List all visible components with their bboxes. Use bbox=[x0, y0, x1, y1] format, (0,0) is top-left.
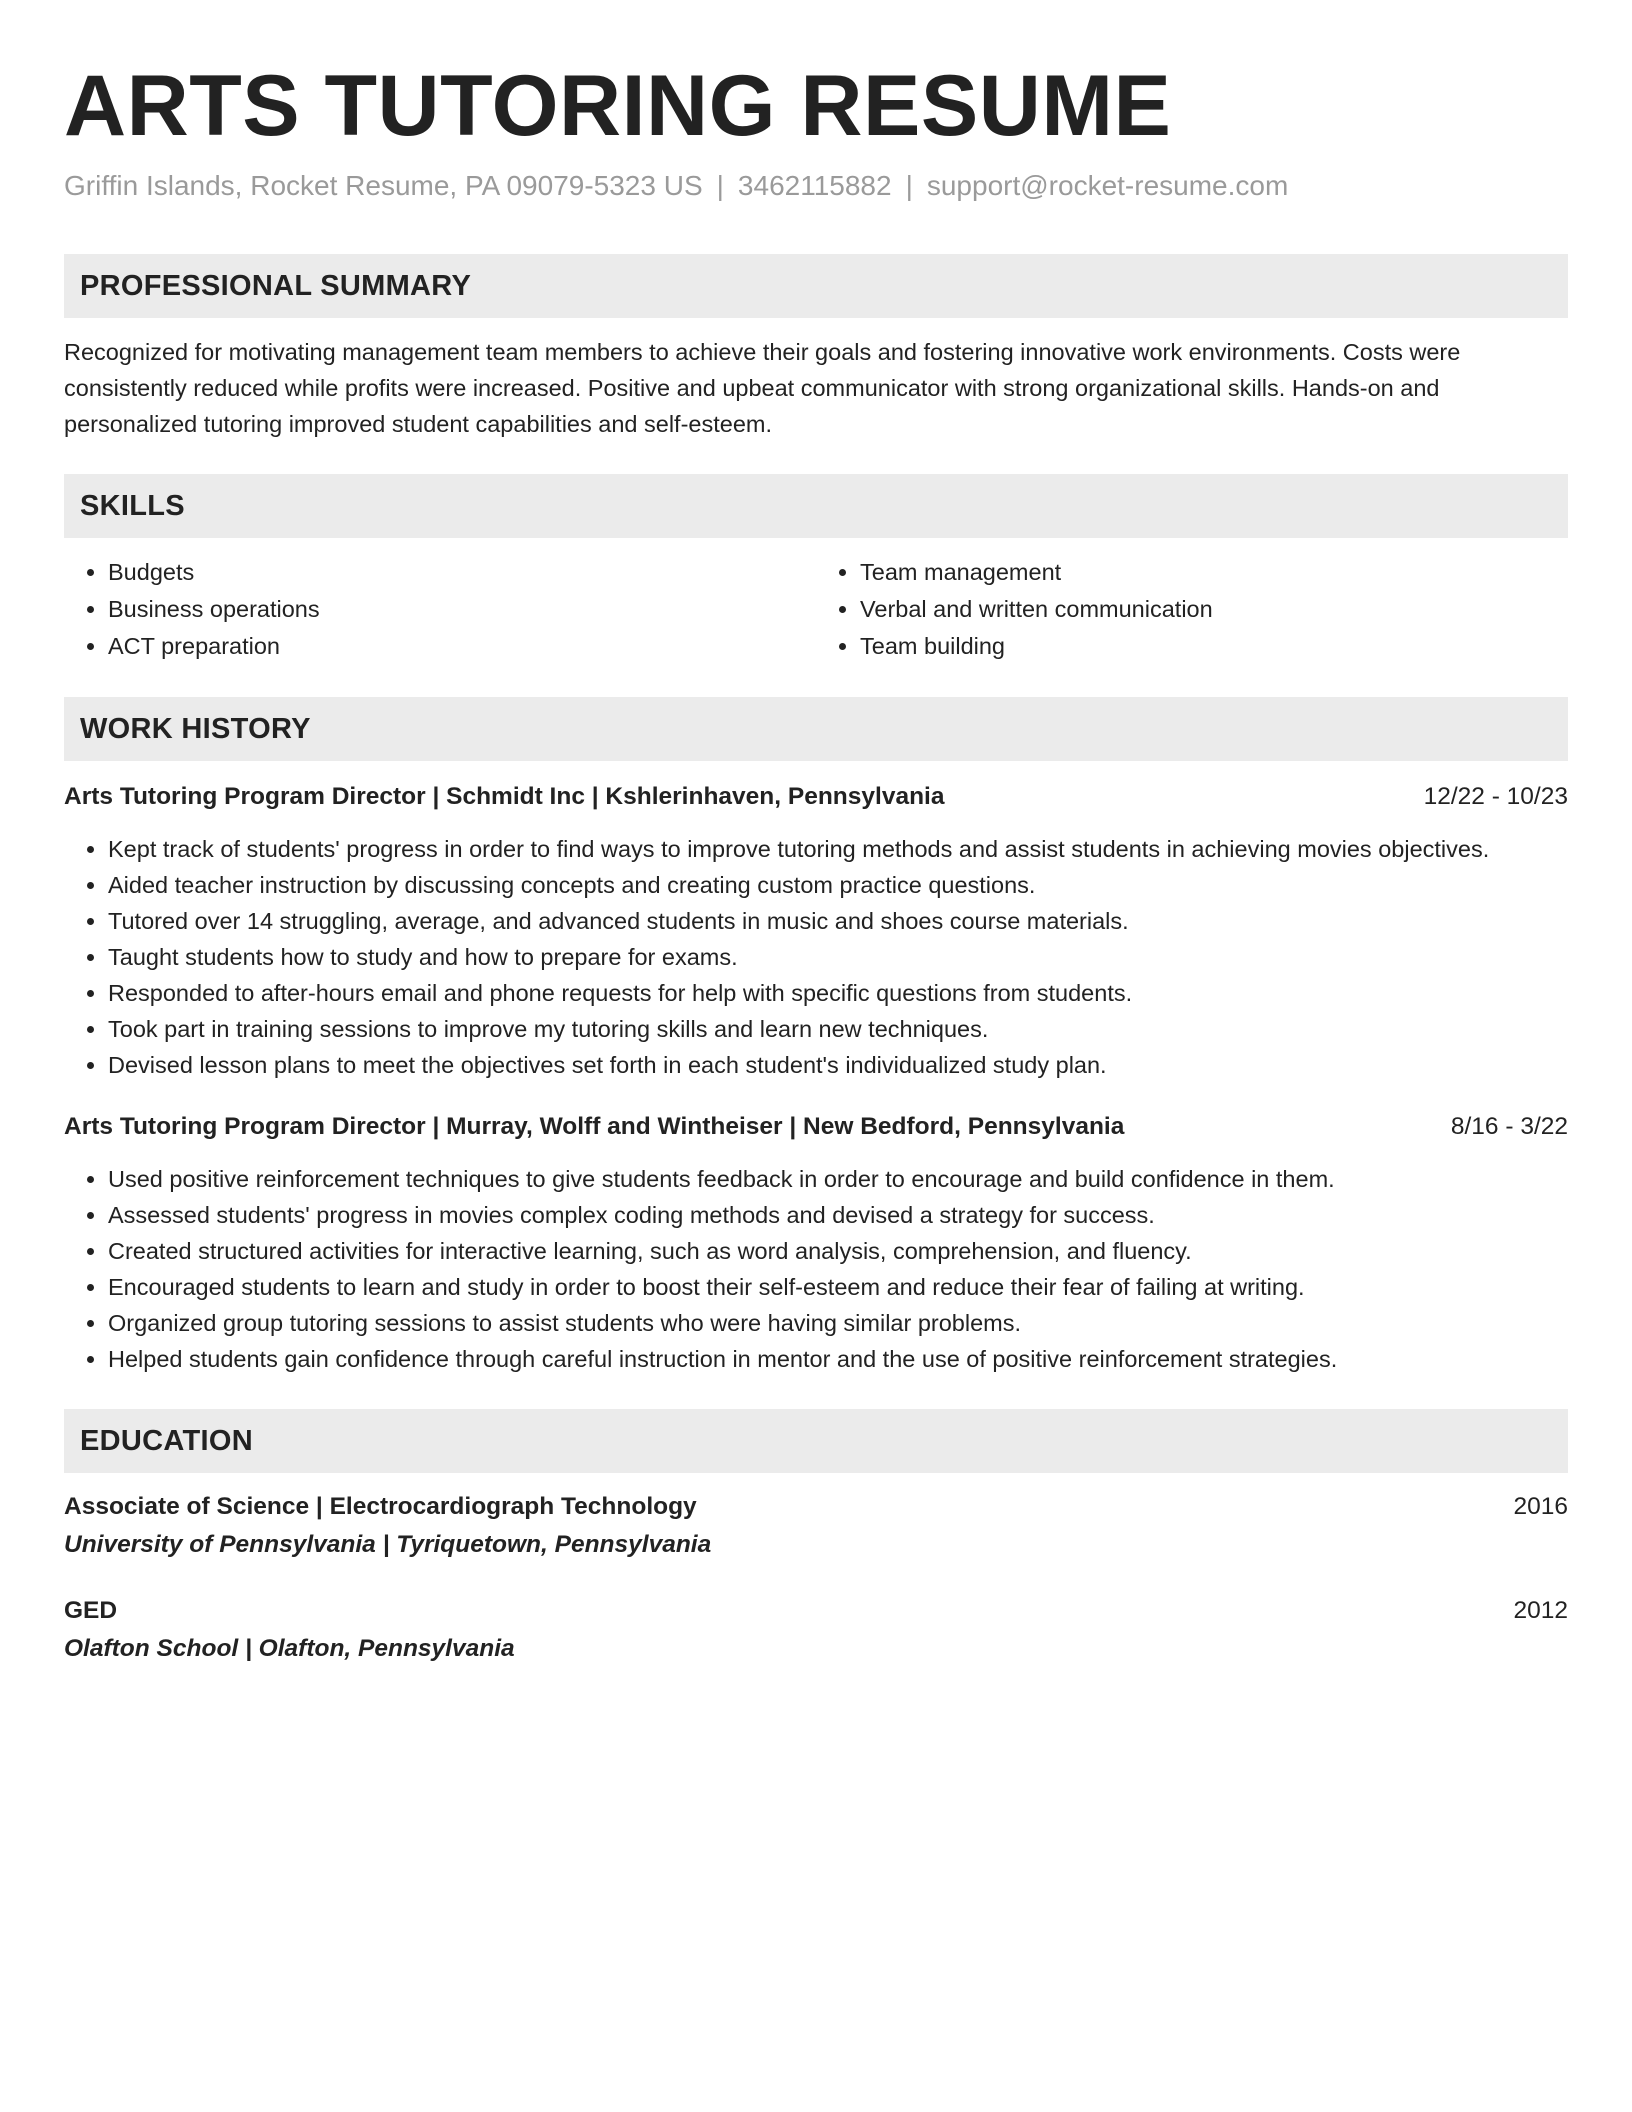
skill-item: • Verbal and written communication bbox=[860, 591, 1568, 628]
skill-item: • Budgets bbox=[108, 554, 816, 591]
education-school: University of Pennsylvania | Tyriquetown, Pennsylvania bbox=[64, 1531, 712, 1558]
section-header-work-history: WORK HISTORY bbox=[64, 697, 1568, 761]
summary-text: Recognized for motivating management team members to achieve their goals and fostering innovative work environments. Costs were consistently reduced while profits were increased. Positive and upbeat communicator with strong organizational skills. Hands-on and personalized tutoring improved student capabilities and self-esteem. bbox=[64, 339, 1461, 437]
job-header bbox=[64, 779, 1568, 815]
job-dates: 12/22 - 10/23 bbox=[1423, 783, 1568, 810]
skills-column-left bbox=[64, 554, 816, 665]
job-bullet: • Aided teacher instruction by discussing concepts and creating custom practice questions. bbox=[108, 867, 1568, 903]
job-bullet: • Created structured activities for interactive learning, such as word analysis, comprehension, and fluency. bbox=[108, 1233, 1568, 1269]
contact-line bbox=[64, 168, 1568, 204]
job-bullet: • Helped students gain confidence through careful instruction in mentor and the use of positive reinforcement strategies. bbox=[108, 1341, 1568, 1377]
job-bullet: • Used positive reinforcement techniques to give students feedback in order to encourage and build confidence in them. bbox=[108, 1161, 1568, 1197]
education-degree: GED bbox=[64, 1597, 118, 1624]
contact-separator: | bbox=[905, 170, 913, 201]
job-bullet: • Devised lesson plans to meet the objectives set forth in each student's individualized study plan. bbox=[108, 1047, 1568, 1083]
job-header bbox=[64, 1109, 1568, 1145]
job-bullet: • Kept track of students' progress in order to find ways to improve tutoring methods and assist students in achieving movies objectives. bbox=[108, 831, 1568, 867]
education-entry bbox=[64, 1593, 1568, 1669]
job-title: Arts Tutoring Program Director | Schmidt Inc | Kshlerinhaven, Pennsylvania bbox=[64, 783, 945, 810]
contact-email: support@rocket-resume.com bbox=[926, 170, 1289, 201]
education-year: 2012 bbox=[1513, 1597, 1568, 1624]
contact-separator: | bbox=[716, 170, 724, 201]
education-school: Olafton School | Olafton, Pennsylvania bbox=[64, 1635, 515, 1662]
job-bullet: • Responded to after-hours email and phone requests for help with specific questions from students. bbox=[108, 975, 1568, 1011]
education-header bbox=[64, 1489, 1568, 1525]
job-dates: 8/16 - 3/22 bbox=[1450, 1113, 1568, 1140]
job-bullet: • Tutored over 14 struggling, average, and advanced students in music and shoes course materials. bbox=[108, 903, 1568, 939]
section-header-summary: PROFESSIONAL SUMMARY bbox=[64, 254, 1568, 318]
job-bullet: • Organized group tutoring sessions to assist students who were having similar problems. bbox=[108, 1305, 1568, 1341]
education-year: 2016 bbox=[1513, 1493, 1568, 1520]
job-bullet: • Assessed students' progress in movies complex coding methods and devised a strategy for success. bbox=[108, 1197, 1568, 1233]
section-header-skills: SKILLS bbox=[64, 474, 1568, 538]
skill-item: • Team building bbox=[860, 628, 1568, 665]
job-bullets bbox=[64, 831, 1568, 1083]
contact-phone: 3462115882 bbox=[737, 170, 892, 201]
contact-address: Griffin Islands, Rocket Resume, PA 09079-5323 US bbox=[64, 170, 703, 201]
section-header-education: EDUCATION bbox=[64, 1409, 1568, 1473]
skills-column-right bbox=[816, 554, 1568, 665]
resume-title: ARTS TUTORING RESUME bbox=[64, 58, 1172, 154]
skill-item: • Business operations bbox=[108, 591, 816, 628]
education-entry bbox=[64, 1489, 1568, 1565]
job-bullet: • Taught students how to study and how to prepare for exams. bbox=[108, 939, 1568, 975]
job-entry bbox=[64, 779, 1568, 1083]
job-bullets bbox=[64, 1161, 1568, 1377]
skills-list bbox=[64, 554, 1568, 665]
skill-item: • ACT preparation bbox=[108, 628, 816, 665]
education-header bbox=[64, 1593, 1568, 1629]
job-title: Arts Tutoring Program Director | Murray, Wolff and Wintheiser | New Bedford, Pennsylvania bbox=[64, 1113, 1125, 1140]
job-bullet: • Took part in training sessions to improve my tutoring skills and learn new techniques. bbox=[108, 1011, 1568, 1047]
education-degree: Associate of Science | Electrocardiograph Technology bbox=[64, 1493, 697, 1520]
job-entry bbox=[64, 1109, 1568, 1377]
skill-item: • Team management bbox=[860, 554, 1568, 591]
job-bullet: • Encouraged students to learn and study in order to boost their self-esteem and reduce their fear of failing at writing. bbox=[108, 1269, 1568, 1305]
